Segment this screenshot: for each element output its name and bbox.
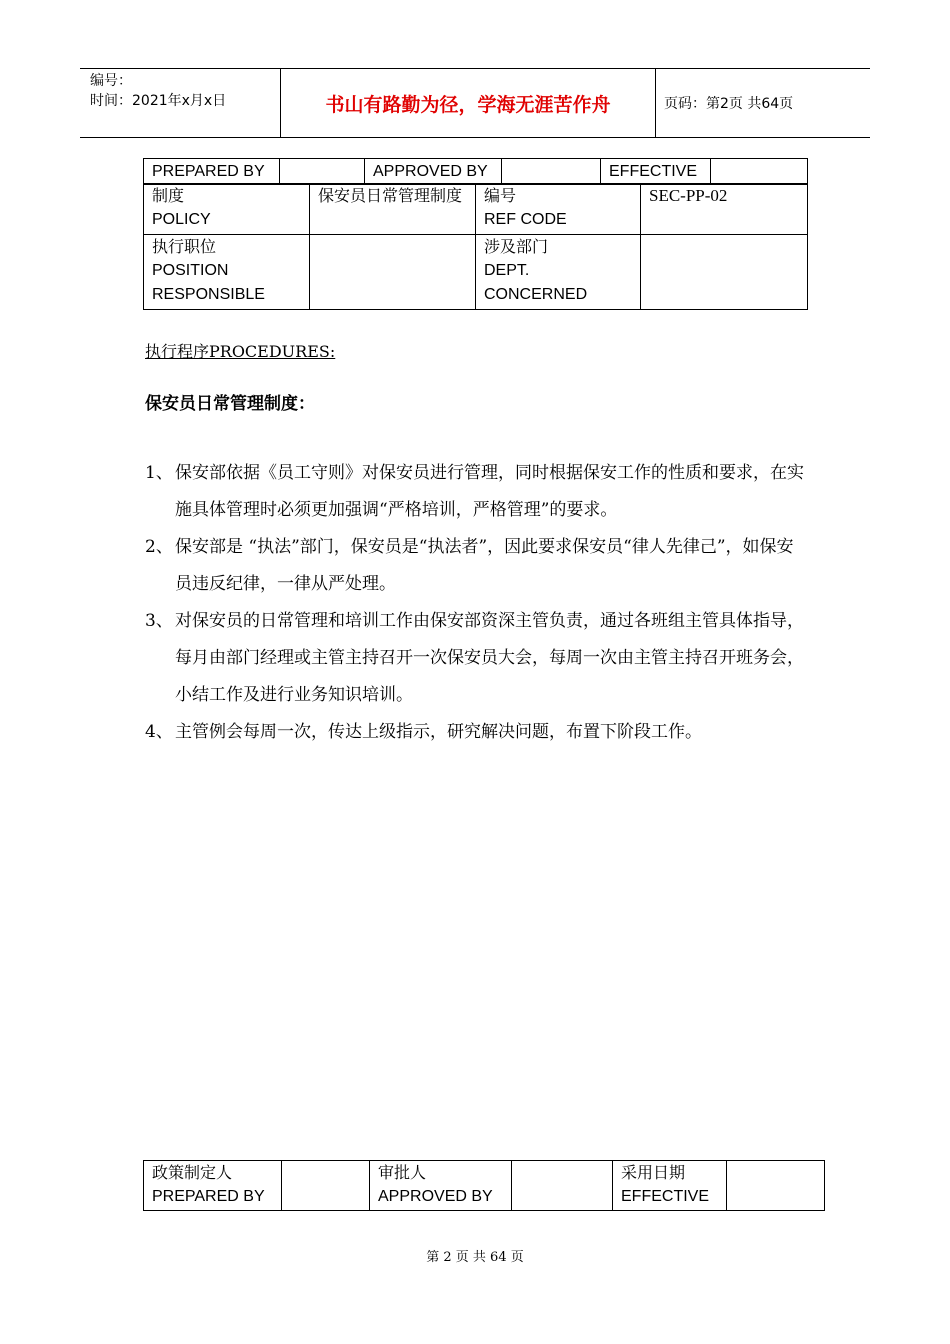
effective-cell: [613, 1161, 727, 1211]
list-item: [145, 455, 807, 529]
dept-value[interactable]: [641, 235, 808, 310]
list-item: [145, 603, 807, 714]
header-page-info: 页码：第2页 共64页: [664, 96, 794, 112]
list-item-number: 2、: [145, 537, 173, 557]
list-item-text: 对保安员的日常管理和培训工作由保安部资深主管负责，通过各班组主管具体指导，每月由部门经理或主管主持召开一次保安员大会，每周一次由主管主持召开班务会，小结工作及进行业务知识培训。: [175, 611, 804, 705]
prepared-by-value[interactable]: [280, 159, 365, 185]
policy-detail-table: [143, 183, 808, 310]
ref-code-label: [476, 184, 641, 235]
policy-label-en: POLICY: [152, 211, 211, 228]
serial-label: 编号：: [90, 73, 132, 89]
position-label-en1: POSITION: [152, 262, 229, 279]
dept-label-en1: DEPT.: [484, 262, 530, 279]
list-item-text: 保安部依据《员工守则》对保安员进行管理，同时根据保安工作的性质和要求，在实施具体管理时必须更加强调“严格培训，严格管理”的要求。: [175, 463, 804, 520]
policy-label: [144, 184, 310, 235]
effective-label: EFFECTIVE: [601, 159, 711, 185]
list-item-number: 4、: [145, 722, 173, 742]
policy-info-table: [143, 158, 808, 185]
position-label: [144, 235, 310, 310]
policy-value: [310, 184, 476, 235]
time-label: 时间：2021年x月x日: [90, 93, 227, 109]
policy-value-text: 保安员日常管理制度: [318, 186, 463, 205]
section-heading: 保安员日常管理制度：: [145, 394, 315, 414]
dept-label-cn: 涉及部门: [484, 237, 549, 256]
list-item-number: 1、: [145, 463, 173, 483]
header-motto: 书山有路勤为径，学海无涯苦作舟: [280, 69, 656, 137]
header-meta: [80, 69, 280, 137]
procedure-list: [145, 455, 807, 751]
signature-table: [143, 1160, 825, 1211]
approved-by-signature[interactable]: [512, 1161, 613, 1211]
policy-label-cn: 制度: [152, 186, 185, 205]
approved-by-cell: [370, 1161, 512, 1211]
effective-value[interactable]: [711, 159, 808, 185]
ref-code-label-en: REF CODE: [484, 211, 567, 228]
prepared-by-signature[interactable]: [282, 1161, 370, 1211]
list-item-text: 保安部是 “执法”部门，保安员是“执法者”，因此要求保安员“律人先律己”，如保安员违反纪律，一律从严处理。: [175, 537, 794, 594]
dept-label-en2: CONCERNED: [484, 286, 588, 303]
ref-code-value: SEC-PP-02: [641, 184, 808, 235]
effective-en: EFFECTIVE: [621, 1188, 710, 1205]
approved-by-value[interactable]: [502, 159, 601, 185]
approved-by-label: APPROVED BY: [365, 159, 502, 185]
list-item: [145, 714, 807, 751]
ref-code-label-cn: 编号: [484, 186, 517, 205]
position-label-cn: 执行职位: [152, 237, 217, 256]
approved-by-en: APPROVED BY: [378, 1188, 493, 1205]
dept-label: [476, 235, 641, 310]
list-item-text: 主管例会每周一次，传达上级指示，研究解决问题，布置下阶段工作。: [175, 722, 702, 742]
approved-by-cn: 审批人: [378, 1163, 427, 1182]
page-footer: 第 2 页 共 64 页: [426, 1250, 524, 1265]
effective-date-value[interactable]: [727, 1161, 825, 1211]
prepared-by-en: PREPARED BY: [152, 1188, 265, 1205]
prepared-by-cn: 政策制定人: [152, 1163, 233, 1182]
list-item: [145, 529, 807, 603]
procedures-label: 执行程序PROCEDURES:: [145, 342, 336, 361]
position-value[interactable]: [310, 235, 476, 310]
page-header: [80, 68, 870, 138]
effective-cn: 采用日期: [621, 1163, 686, 1182]
position-label-en2: RESPONSIBLE: [152, 286, 265, 303]
prepared-by-label: PREPARED BY: [144, 159, 280, 185]
prepared-by-cell: [144, 1161, 282, 1211]
list-item-number: 3、: [145, 611, 173, 631]
